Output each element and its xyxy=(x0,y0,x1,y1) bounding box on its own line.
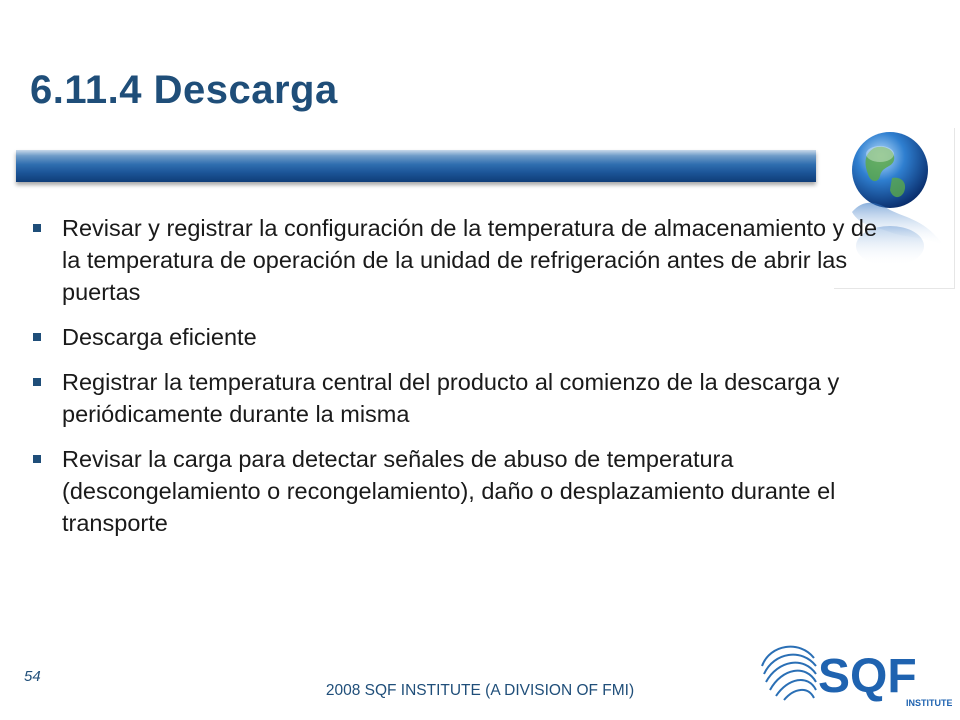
bullet-item xyxy=(30,443,900,539)
bullet-text: Registrar la temperatura central del producto al comienzo de la descarga y periódicamente durante la misma xyxy=(62,369,840,427)
sqf-logo xyxy=(756,636,952,710)
bullet-marker xyxy=(33,224,41,232)
bullet-text: Revisar y registrar la configuración de la temperatura de almacenamiento y de la temperatura de operación de la unidad de refrigeración antes de abrir las puertas xyxy=(62,215,878,305)
footer-text: 2008 SQF INSTITUTE (A DIVISION OF FMI) xyxy=(325,682,635,699)
bullet-marker xyxy=(33,455,41,463)
bullet-text: Revisar la carga para detectar señales de abuso de temperatura (descongelamiento o recongelamiento), daño o desplazamiento durante el transporte xyxy=(62,446,836,536)
svg-text:INSTITUTE: INSTITUTE xyxy=(906,698,952,708)
svg-text:SQF: SQF xyxy=(818,650,917,703)
title-divider-bar xyxy=(16,150,816,182)
page-number: 54 xyxy=(24,668,41,685)
sqf-logo-icon xyxy=(756,636,952,710)
bullet-marker xyxy=(33,378,41,386)
bullet-item xyxy=(30,212,900,308)
bullet-item xyxy=(30,366,900,430)
slide-title: 6.11.4 Descarga xyxy=(30,68,338,112)
bullet-item xyxy=(30,321,900,353)
bullet-marker xyxy=(33,333,41,341)
bullet-text: Descarga eficiente xyxy=(62,324,257,350)
bullet-list xyxy=(30,212,900,552)
